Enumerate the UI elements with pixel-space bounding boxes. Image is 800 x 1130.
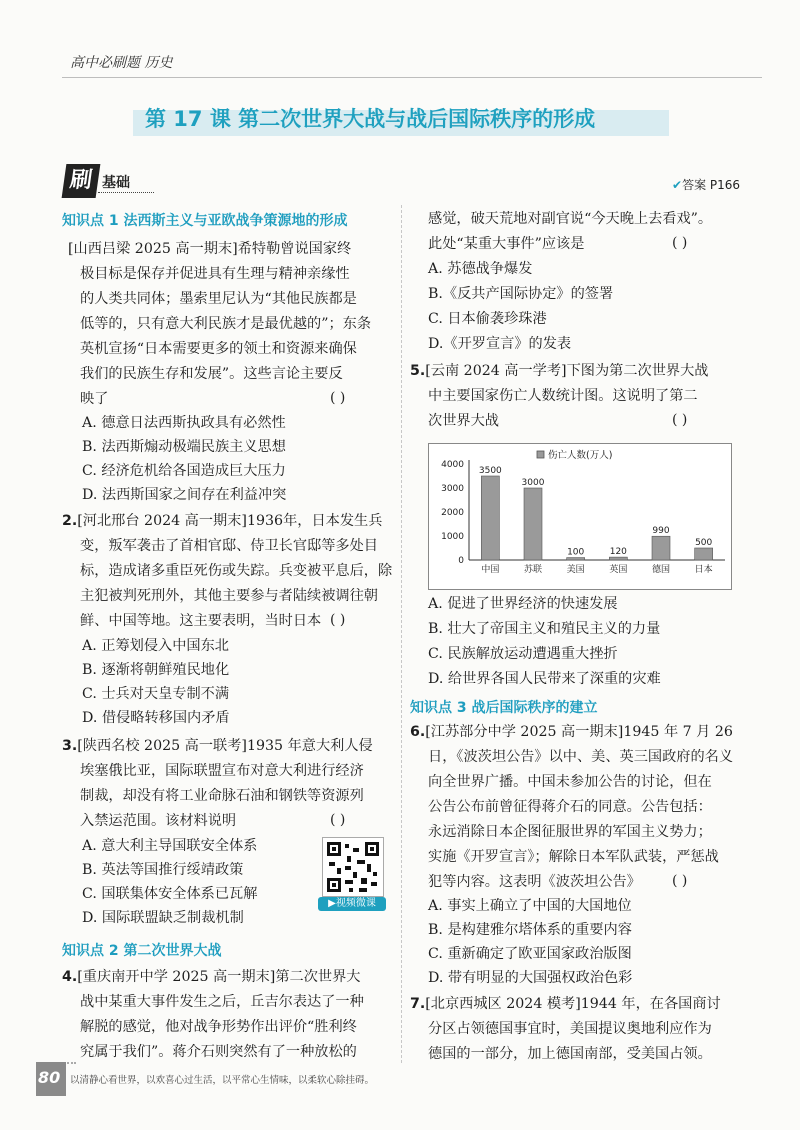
footer-motto: 以清静心看世界，以欢喜心过生活，以平常心生情味，以柔软心除挂碍。: [70, 1075, 375, 1086]
q7-line: 分区占领德国事宜时，美国提议奥地利应作为: [428, 1021, 712, 1037]
q1-line: 英机宣扬“日本需要更多的领土和资源来确保: [80, 341, 357, 357]
q1-option-c: C. 经济危机给各国造成巨大压力: [82, 463, 286, 479]
video-lesson-label: ▶视频微课: [318, 897, 386, 911]
bar: [567, 558, 585, 560]
q3-option-d: D. 国际联盟缺乏制裁机制: [82, 910, 244, 926]
column-divider: [401, 205, 402, 1063]
q2-line: [62, 512, 382, 530]
q7-line: [410, 995, 721, 1013]
bar: [695, 548, 713, 560]
q4-cont-line: 此处“某重大事件”应该是: [428, 236, 585, 252]
data-label: 3000: [521, 478, 545, 488]
q6-number: 6.: [410, 724, 426, 740]
q2-number: 2.: [62, 513, 78, 529]
q6-option-b: B. 是构建雅尔塔体系的重要内容: [428, 922, 632, 938]
q2-line: 标，造成诸多重臣死伤或失踪。兵变被平息后，除: [80, 563, 393, 579]
q6-text: [江苏部分中学 2025 高一期末]1945 年 7 月 26: [425, 724, 733, 740]
bar: [524, 488, 542, 560]
qr-code-icon: [322, 837, 384, 897]
q2-line: 主犯被判死刑外，其他主要参与者陆续被调往朝: [80, 588, 378, 604]
q1-line: 映了: [80, 391, 109, 407]
y-tick-label: 1000: [441, 532, 464, 542]
q2-text: [河北邢台 2024 高一期末]1936年，日本发生兵: [77, 513, 383, 529]
q6-option-d: D. 带有明显的大国强权政治色彩: [428, 970, 633, 986]
bar: [609, 557, 627, 560]
q2-option-b: B. 逐渐将朝鲜殖民地化: [82, 662, 230, 678]
q4-cont-line: 感觉，破天荒地对副官说“今天晚上去看戏”。: [428, 211, 713, 227]
q1-line: 极目标是保存并促进具有生理与精神亲缘性: [80, 266, 350, 282]
q5-option-a: A. 促进了世界经济的快速发展: [428, 596, 618, 612]
chart-canvas: [429, 444, 731, 589]
q6-line: 犯等内容。这表明《波茨坦公告》: [428, 874, 641, 890]
data-label: 500: [695, 538, 713, 548]
q3-option-c: C. 国联集体安全体系已瓦解: [82, 886, 258, 902]
q5-line: [410, 362, 708, 380]
q6-line: 永远消除日本企图征服世界的军国主义势力；: [428, 824, 712, 840]
q6-option-c: C. 重新确定了欧亚国家政治版图: [428, 946, 632, 962]
bar: [652, 536, 670, 560]
knowledge-point-2: 知识点 2 第二次世界大战: [62, 943, 222, 959]
casualties-bar-chart: [428, 443, 732, 590]
knowledge-point-1: 知识点 1 法西斯主义与亚欧战争策源地的形成: [62, 213, 348, 229]
q4-line: 究属于我们”。蒋介石则突然有了一种放松的: [80, 1044, 357, 1060]
q6-line: 向全世界广播。中国未参加公告的讨论，但在: [428, 774, 712, 790]
q5-option-d: D. 给世界各国人民带来了深重的灾难: [428, 671, 661, 687]
q1-option-a: A. 德意日法西斯执政具有必然性: [82, 415, 286, 431]
answer-page: 答案 P166: [682, 178, 741, 192]
q5-option-c: C. 民族解放运动遭遇重大挫折: [428, 646, 618, 662]
answer-blank: ( ): [672, 873, 688, 889]
q3-option-a: A. 意大利主导国联安全体系: [82, 838, 258, 854]
q4-number: 4.: [62, 969, 78, 985]
y-tick-label: 0: [458, 556, 464, 566]
q1-line: [山西吕梁 2025 高一期末]希特勒曾说国家终: [68, 241, 352, 257]
answer-blank: ( ): [330, 812, 346, 828]
q3-number: 3.: [62, 738, 78, 754]
book-header: 高中必刷题 历史: [70, 55, 173, 71]
q7-line: 德国的一部分，加上德国南部，受美国占领。: [428, 1046, 712, 1062]
q3-option-b: B. 英法等国推行绥靖政策: [82, 862, 244, 878]
section-icon: 刷: [62, 164, 101, 198]
legend-label: 伤亡人数(万人): [548, 450, 613, 461]
q3-line: 入禁运范围。该材料说明: [80, 813, 237, 829]
check-icon: ✔: [672, 178, 683, 192]
q5-option-b: B. 壮大了帝国主义和殖民主义的力量: [428, 621, 661, 637]
data-label: 120: [609, 547, 627, 558]
q3-line: [62, 737, 373, 755]
q7-text: [北京西城区 2024 模考]1944 年，在各国商讨: [425, 996, 721, 1012]
answer-blank: ( ): [672, 412, 688, 428]
q6-line: 公告公布前曾征得蒋介石的同意。公告包括：: [428, 799, 712, 815]
lesson-title: 第 17 课 第二次世界大战与战后国际秩序的形成: [145, 107, 596, 131]
data-label: 3500: [478, 466, 502, 476]
q6-line: 实施《开罗宣言》；解除日本军队武装，严惩战: [428, 849, 719, 865]
data-label: 990: [652, 526, 670, 537]
q7-number: 7.: [410, 996, 426, 1012]
data-label: 100: [567, 547, 585, 558]
x-tick-label: 苏联: [523, 565, 543, 575]
legend-swatch: [537, 451, 544, 458]
section-logo: [64, 164, 154, 196]
q5-line: 次世界大战: [428, 413, 499, 429]
page-number: 80: [38, 1068, 61, 1087]
q6-line: 日，《波茨坦公告》以中、美、英三国政府的名义: [428, 749, 734, 765]
q5-line: 中主要国家伤亡人数统计图。这说明了第二: [428, 388, 698, 404]
x-tick-label: 德国: [651, 565, 671, 575]
q4-line: [62, 968, 360, 986]
q1-option-d: D. 法西斯国家之间存在利益冲突: [82, 487, 287, 503]
header-rule: [62, 77, 762, 78]
q4-line: 战中某重大事件发生之后，丘吉尔表达了一种: [80, 994, 364, 1010]
q3-line: 制裁，却没有将工业命脉石油和钢铁等资源列: [80, 788, 364, 804]
answer-blank: ( ): [672, 235, 688, 251]
q1-option-b: B. 法西斯煽动极端民族主义思想: [82, 439, 286, 455]
answer-blank: ( ): [330, 390, 346, 406]
q2-line: 鲜、中国等地。这主要表明，当时日本: [80, 613, 322, 629]
q1-line: 我们的民族生存和发展”。这些言论主要反: [80, 366, 343, 382]
x-tick-label: 英国: [609, 565, 628, 575]
q3-line: 埃塞俄比亚，国际联盟宣布对意大利进行经济: [80, 763, 364, 779]
video-qr-code[interactable]: [318, 837, 388, 911]
x-tick-label: 日本: [694, 565, 713, 575]
q2-option-d: D. 借侵略转移国内矛盾: [82, 710, 230, 726]
q3-text: [陕西名校 2025 高一联考]1935 年意大利人侵: [77, 738, 373, 754]
y-tick-label: 3000: [441, 484, 464, 494]
q4-option-b: B.《反共产国际协定》的签署: [428, 286, 614, 302]
x-tick-label: 美国: [566, 565, 585, 575]
q1-line: 低等的，只有意大利民族才是最优越的”；东条: [80, 316, 372, 332]
q1-line: 的人类共同体；墨索里尼认为“其他民族都是: [80, 291, 357, 307]
q5-number: 5.: [410, 363, 426, 379]
q2-option-a: A. 正筹划侵入中国东北: [82, 638, 229, 654]
section-underline: [98, 192, 154, 193]
q4-line: 解脱的感觉，他对战争形势作出评价“胜利终: [80, 1019, 357, 1035]
answer-reference: [672, 176, 740, 193]
q4-option-d: D.《开罗宣言》的发表: [428, 336, 572, 352]
section-label: 基础: [102, 175, 130, 191]
bar: [481, 476, 499, 560]
y-tick-label: 4000: [441, 460, 464, 470]
q4-option-a: A. 苏德战争爆发: [428, 261, 533, 277]
q2-line: 变，叛军袭击了首相官邸、侍卫长官邸等多处目: [80, 538, 378, 554]
y-tick-label: 2000: [441, 508, 464, 518]
q6-line: [410, 723, 733, 741]
q5-text: [云南 2024 高一学考]下图为第二次世界大战: [425, 363, 709, 379]
q6-option-a: A. 事实上确立了中国的大国地位: [428, 898, 632, 914]
q2-option-c: C. 士兵对天皇专制不满: [82, 686, 230, 702]
x-tick-label: 中国: [481, 565, 500, 575]
q4-option-c: C. 日本偷袭珍珠港: [428, 311, 547, 327]
knowledge-point-3: 知识点 3 战后国际秩序的建立: [410, 700, 598, 716]
answer-blank: ( ): [330, 612, 346, 628]
q4-text: [重庆南开中学 2025 高一期末]第二次世界大: [77, 969, 361, 985]
